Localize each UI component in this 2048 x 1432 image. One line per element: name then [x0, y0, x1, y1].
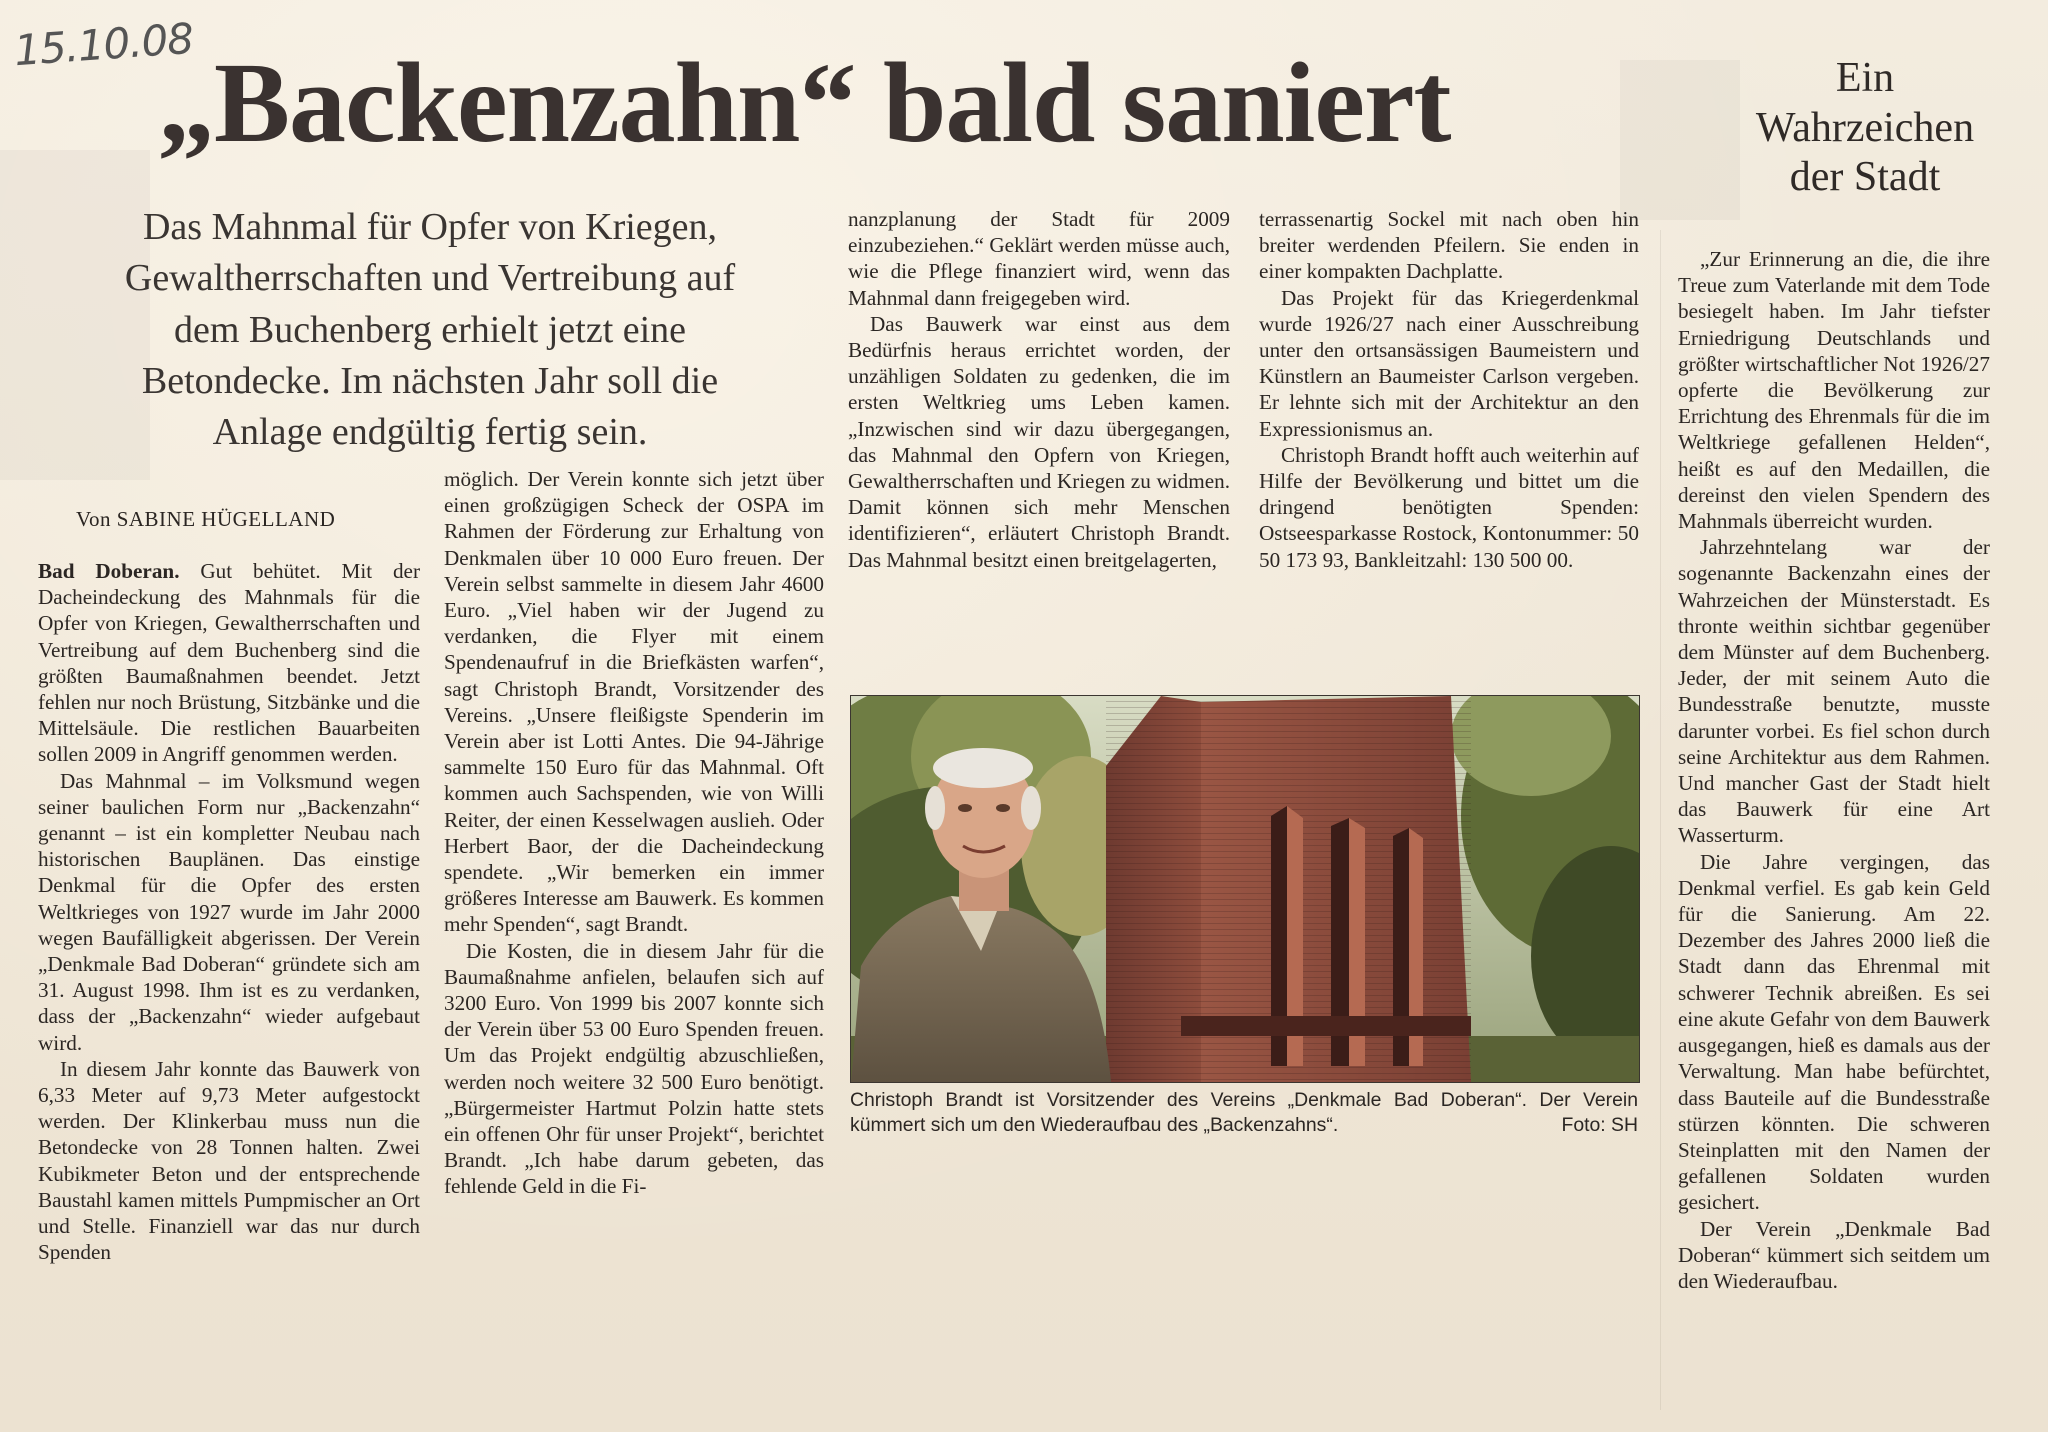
paragraph: nanzplanung der Stadt für 2009 einzubeziehen.“ Geklärt werden müsse auch, wie die Pflege finanziert wird, wenn das Mahnmal dann freigegeben wird.	[848, 207, 1230, 310]
photo-credit: Foto: SH	[1561, 1114, 1638, 1136]
article-column-4	[1259, 206, 1639, 573]
paragraph: Christoph Brandt hofft auch weiterhin auf Hilfe der Bevölkerung und bittet um die dringend benötigten Spenden: Ostseesparkasse Rostock, Kontonummer: 50 50 173 93, Bankleitzahl: 130 500 00.	[1259, 442, 1639, 572]
side-headline-line: der Stadt	[1789, 154, 1941, 201]
side-headline-line: Wahrzeichen	[1755, 104, 1975, 151]
article-column-1	[38, 558, 420, 1265]
lead-line: Das Mahnmal für Opfer von Kriegen,	[142, 206, 718, 248]
paragraph-text: Gut behütet. Mit der Dacheindeckung des Mahnmals für die Opfer von Kriegen, Gewaltherrschaften und Vertreibung auf dem Buchenberg sind die größten Baumaßnahmen beendet. Jetzt fehlen nur noch Brüstung, Sitzbänke und die Mittelsäule. Die restlichen Bauarbeiten sollen 2009 in Angriff genommen werden.	[38, 559, 420, 767]
paragraph: Der Verein „Denkmale Bad Doberan“ kümmert sich seitdem um den Wiederaufbau.	[1678, 1216, 1990, 1293]
byline: Von SABINE HÜGELLAND	[76, 507, 336, 531]
paragraph: „Zur Erinnerung an die, die ihre Treue zum Vaterlande mit dem Tode besiegelt haben. Im Jahr tiefster Erniedrigung Deutschlands und größter wirtschaftlicher Not 1926/27 opferte die Bevölkerung zur Errichtung des Ehrenmals für die im Weltkriege gefallenen Helden“, heißt es auf den Medaillen, die dereinst den vielen Spendern des Mahnmals überreicht wurden.	[1678, 247, 1990, 534]
dateline-location: Bad Doberan.	[38, 559, 180, 583]
lead-line: Gewaltherrschaften und Vertreibung auf	[124, 257, 736, 300]
article-photo	[850, 695, 1640, 1083]
lead-line: dem Buchenberg erhielt jetzt eine	[173, 308, 687, 351]
sidebar-article-column	[1678, 246, 1990, 1294]
handwritten-date: 15.10.08	[12, 13, 195, 76]
paragraph: In diesem Jahr konnte das Bauwerk von 6,33 Meter auf 9,73 Meter aufgestockt werden. Der Klinkerbau muss nun die Betondecke von 28 Tonnen halten. Zwei Kubikmeter Beton und der entsprechende Baustahl kamen mittels Pumpmischer an Ort und Stelle. Finanziell war das nur durch Spenden	[38, 1056, 420, 1265]
lead-paragraph	[70, 202, 790, 458]
paragraph: Die Jahre vergingen, das Denkmal verfiel. Es gab kein Geld für die Sanierung. Am 22. Dezember des Jahres 2000 ließ die Stadt dann das Ehrenmal mit schwerer Technik abreißen. Es sei eine akute Gefahr von dem Bauwerk ausgegangen, hieß es damals aus der Verwaltung. Man habe befürchtet, dass Bauteile auf die Bundesstraße stürzen könnten. Die schweren Steinplatten mit den Namen der gefallenen Soldaten wurden gesichert.	[1678, 849, 1990, 1215]
paragraph: Jahrzehntelang war der sogenannte Backenzahn eines der Wahrzeichen der Münsterstadt. Es thronte weithin sichtbar gegenüber dem Münster auf dem Buchenberg. Jeder, der mit seinem Auto die Bundesstraße benutzte, musste darunter vorbei. Es fiel schon durch seine Architektur aus dem Rahmen. Und mancher Gast der Stadt hielt das Bauwerk für eine Art Wasserturm.	[1678, 535, 1990, 848]
lead-line: Betondecke. Im nächsten Jahr soll die	[141, 359, 719, 402]
brick-tower	[1106, 696, 1471, 1082]
lead-line: Anlage endgültig fertig sein.	[212, 411, 648, 454]
memorial-photo-illustration	[851, 696, 1639, 1082]
bleed-through-right	[1620, 60, 1740, 220]
paragraph: Das Projekt für das Kriegerdenkmal wurde 1926/27 nach einer Ausschreibung unter den ortsansässigen Baumeistern und Künstlern an Baumeister Carlson vergeben. Er lehnte sich mit der Architektur an den Expressionismus an.	[1259, 285, 1639, 441]
paragraph: Das Bauwerk war einst aus dem Bedürfnis heraus errichtet worden, der unzähligen Soldaten zu gedenken, die im ersten Weltkrieg ums Leben kamen. „Inzwischen sind wir dazu übergegangen, das Mahnmal den Opfern von Kriegen, Gewaltherrschaften und Kriegen zu widmen. Damit können sich mehr Menschen identifizieren“, erläutert Christoph Brandt. Das Mahnmal besitzt einen breitgelagerten,	[848, 311, 1230, 572]
caption-text: Christoph Brandt ist Vorsitzender des Vereins „Denkmale Bad Doberan“. Der Verein kümmert sich um den Wiederaufbau des „Backenzahns“.	[850, 1089, 1638, 1136]
article-column-3	[848, 206, 1230, 573]
headline: „Backenzahn“ bald saniert	[158, 39, 1451, 166]
article-column-2	[444, 466, 824, 1200]
side-headline-line: Ein	[1835, 55, 1895, 101]
side-headline	[1730, 54, 2000, 203]
paragraph: terrassenartig Sockel mit nach oben hin breiter werdenden Pfeilern. Sie enden in einer kompakten Dachplatte.	[1259, 207, 1639, 284]
paragraph	[38, 558, 420, 768]
column-divider	[1660, 230, 1661, 1410]
photo-caption	[850, 1088, 1638, 1138]
paragraph: Die Kosten, die in diesem Jahr für die Baumaßnahme anfielen, belaufen sich auf 3200 Euro. Von 1999 bis 2007 konnte sich der Verein über 53 00 Euro Spenden freuen. Um das Projekt endgültig abzuschließen, werden noch weitere 32 500 Euro benötigt. „Bürgermeister Hartmut Polzin hatte stets ein offenen Ohr für unser Projekt“, berichtet Brandt. „Ich habe darum gebeten, das fehlende Geld in die Fi-	[444, 938, 824, 1199]
paragraph: möglich. Der Verein konnte sich jetzt über einen großzügigen Scheck der OSPA im Rahmen der Förderung zur Erhaltung von Denkmalen über 10 000 Euro freuen. Der Verein selbst sammelte in diesem Jahr 4600 Euro. „Viel haben wir der Jugend zu verdanken, die Flyer mit einem Spendenaufruf in die Briefkästen warfen“, sagt Christoph Brandt, Vorsitzender des Vereins. „Unsere fleißigste Spenderin im Verein aber ist Lotti Antes. Die 94-Jährige sammelte 150 Euro für das Mahnmal. Oft kommen auch Sachspenden, wie von Willi Reiter, der einen Kesselwagen auslieh. Oder Herbert Baor, der die Dacheindeckung spendete. „Wir bemerken ein immer größeres Interesse am Bauwerk. Es kommen mehr Spenden“, sagt Brandt.	[444, 467, 824, 937]
paragraph: Das Mahnmal – im Volksmund wegen seiner baulichen Form nur „Backenzahn“ genannt – ist ein kompletter Neubau nach historischen Bauplänen. Das einstige Denkmal für die Opfer des ersten Weltkrieges von 1927 wurde im Jahr 2000 wegen Baufälligkeit abgerissen. Der Verein „Denkmale Bad Doberan“ gründete sich am 31. August 1998. Ihm ist es zu verdanken, dass der „Backenzahn“ wieder aufgebaut wird.	[38, 768, 420, 1055]
